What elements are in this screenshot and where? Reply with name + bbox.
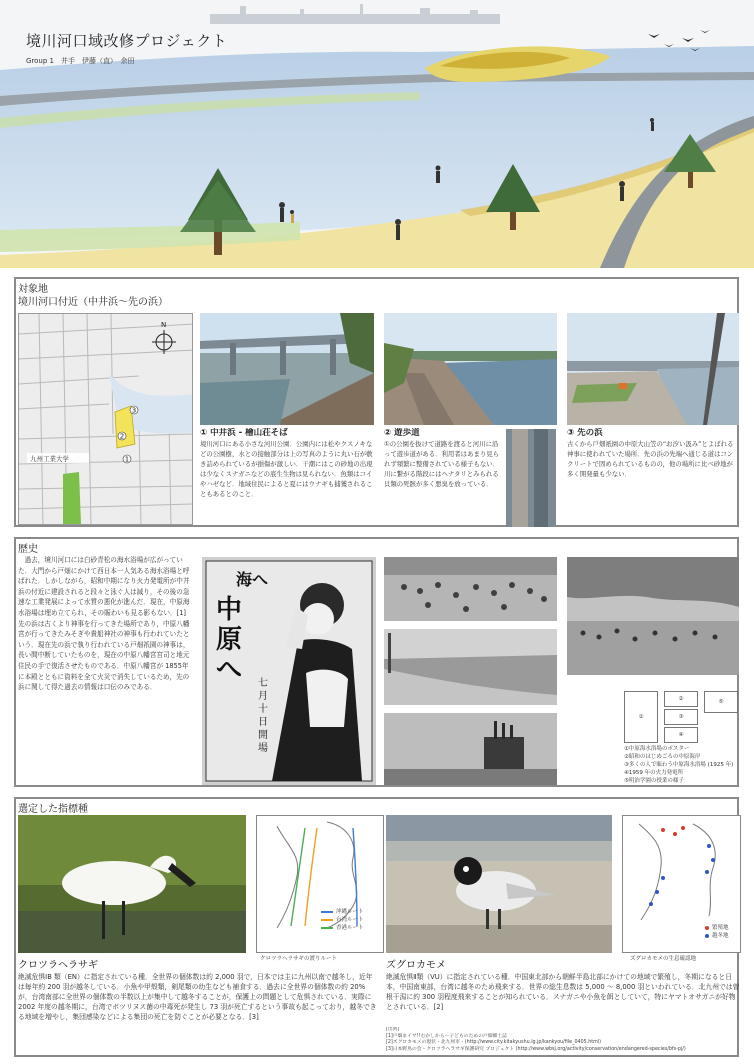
photo-layout-key [622,691,742,743]
history-text-block [18,555,194,785]
site-subheading: 境川河口付近（中井浜〜先の浜） [18,297,168,308]
page-title: 境川河口域改修プロジェクト [26,32,228,50]
legend-item: ①中原海水浴場のポスター [624,746,690,752]
spoonbill-text: 絶滅危惧ⅠB 類（EN）に指定されている種．全世界の個体数は約 2,000 羽で，日本では主に九州以南で越冬し，近年は毎年約 200 羽が越冬している．小魚や甲殻類，剣尾類の幼生なども補食する．過去に全世界の個体数の約 20%が，台湾南部に全世界の個体数の半数以上が集中して越冬することが，保護上の問題として危惧されている．実際に 2002 年度の越冬期に，台湾でボツリヌス菌の中毒死が発生し 73 羽が死亡するという事故も起こっており，越冬できる地域を増やし，集団感染などによる集団の死亡を防ぐことが必要となる．[3] [18,973,377,1021]
beach-poster [202,557,376,785]
area-2-text: ①の公園を抜けて道路を渡ると河川に沿って遊歩道がある．利用者はあまり見られず頻繁に整備されている様子もない．川に繋がる階段にはヘナタリとみられる貝類の死骸が多く悪臭を放っている． [384,440,500,488]
photo-coast-early-showa [384,629,557,705]
photo-promenade [384,313,557,425]
history-text: 過去，境川河口には白砂青松の海水浴場が広がっていた．大門から戸畑にかけて西日本一人気ある海水浴場と呼ばれた．しかしながら，昭和中期になり火力発電所が中井浜の付近に建設されると段々と泳ぐ人は減り，その後の急速な工業発展によって水質の悪化が進んだ．現在，中原海水浴場は埋め立てられ，その賑わいも見る影もない．[1] 先の浜は古くより神事を行ってきた場所であり，中原八幡宮が行ってきたみそぎや貴船神社の神事も行われていたという．現在先の浜で執り行われている戸畑祇園の神事は，長い間中断していたものを，現在の中原八幡宮宮司と地元住民の手で復活させたものである．中原八幡宮が 1855年に本殿とともに資料を全て火災で消失しているため，先の浜に関して得た過去の情報は口伝のみである． [18,556,193,692]
gull-text: 絶滅危惧Ⅱ類（VU）に指定されている種．中国東北部から朝鮮半島北部にかけての地域で繁殖し，冬期になると日本，中国南東部，台湾に越冬のため飛来する．世界の総生息数は 5,000 〜 8,000 羽といわれている．北九州では曽根干潟に約 300 羽程度飛来することが知られている．スナガニや小魚を餌としていて，特にヤマトオサガニが好物とされている．[2] [386,973,740,1011]
photo-nakaihama [200,313,374,425]
route-swatch [321,919,333,921]
photo-gull [386,815,612,953]
area-3-text: 古くから戸畑祇園の中原大山笠の“お汐い汲み”とよばれる神事に使われていた場所．先の浜の先端へ通じる道はコンクリートで固められているものの，他の場所に比べ砂地が多く開発量も少ない． [567,440,734,478]
key-5: ⑤ [704,691,738,713]
marker-1: 1 [124,455,130,464]
route-legend [321,908,364,932]
route-swatch [321,911,333,913]
route-taiwan [305,828,317,926]
gull-map-caption: ズグロカモメの生息確認地 [630,956,697,962]
wintering-label: 越冬地 [712,933,729,939]
photo-power-plant-1959 [384,713,557,785]
route-okinawa-label: 沖縄ルート [336,909,364,915]
indicator-panel [14,797,739,1057]
spoonbill-map-caption: クロツラヘラサギの渡りルート [260,956,338,962]
legend-item: ②昭和のはじめごろの中原海岸 [624,754,701,760]
authors: Group 1 井手 伊藤（直） 余田 [26,57,135,65]
north-label: N [161,321,167,329]
key-4: ④ [664,727,698,743]
spoonbill-text-block [18,959,378,1055]
marker-3: 3 [131,406,137,415]
breeding-dot [705,926,709,930]
area-3-caption-block [567,428,739,528]
area-2-caption-block [384,428,502,528]
gull-habitat-map [622,815,741,953]
legend-item: ③多くの人で賑わう中原海水浴場 (1925 年) [624,762,734,768]
reference-item: [2]ズグロカモメの現状 - 北九州市 - (http://www.city.kitakyushu.lg.jp/kankyou/file_0405.html) [386,1040,602,1046]
marker-2: 2 [119,432,125,441]
indicator-heading: 選定した指標種 [18,804,88,815]
legend-item: ④1959 年の火力発電所 [624,770,684,776]
history-panel [14,537,739,787]
site-panel [14,277,739,527]
gull-name: ズグロカモメ [386,960,446,971]
area-1-text: 境川河口にある小さな河川公園．公園内には松やクスノキなどの公園樹，水との接触部分は上の写真のように丸い石が敷き詰められているが損傷が激しい．干潮にはこの砂地の出現は少なくスナガニなどの底生生物は見られない．魚類はコイやハゼなど．地域住民によると夏にはウナギも捕獲されることもあるとのこと． [200,440,373,498]
site-heading: 対象地 [18,284,48,295]
references [386,1027,740,1057]
poster-small-text: 海へ [236,570,269,589]
route-hongkong [291,828,305,926]
history-legend [624,745,742,787]
route-hongkong-label: 香港ルート [336,925,364,931]
route-swatch [321,927,333,929]
reference-heading: [出典] [386,1027,400,1032]
photo-spoonbill [18,815,246,953]
area-1-caption: ① 中井浜 - 檜山荘そば [200,428,288,438]
wintering-dot [705,934,709,938]
photo-stairs [506,429,556,527]
area-3-caption: ③ 先の浜 [567,428,603,438]
spoonbill-name: クロツラヘラサギ [18,960,98,971]
photo-sakinohama [567,313,739,425]
reference-item: [3]日本野鳥の会 - クロツラヘラサギ保護研究 プロジェクト (http://www.wbsj.org/activity/conservation/endangered-species/bfs-pj/) [386,1046,686,1052]
campus-label: 九州工業大学 [30,455,69,463]
legend-item: ⑤明治学園の授業の様子 [624,778,684,784]
history-heading: 歴史 [18,544,38,555]
gull-legend [705,924,729,940]
street-map-graphic [19,314,193,525]
breeding-label: 繁殖地 [712,925,729,931]
gull-text-block [386,959,740,1025]
key-3: ③ [664,709,698,725]
poster-side-text: 七月十日開場 [258,678,268,754]
poster-big-text: 中原へ [216,595,243,685]
photo-beach-1925 [384,557,557,621]
area-2-caption: ② 遊歩道 [384,428,420,438]
site-map [18,313,193,525]
key-2: ② [664,691,698,707]
reference-item: [1]戸畑まイサ!!むかしからー子どものための戸畑郷土誌 [386,1033,507,1039]
photo-school-class [567,557,739,675]
route-taiwan-label: 台湾ルート [336,917,364,923]
key-1: ① [624,691,658,743]
area-1-caption-block [200,428,376,528]
hero-illustration [0,0,754,268]
spoonbill-route-map [256,815,384,953]
